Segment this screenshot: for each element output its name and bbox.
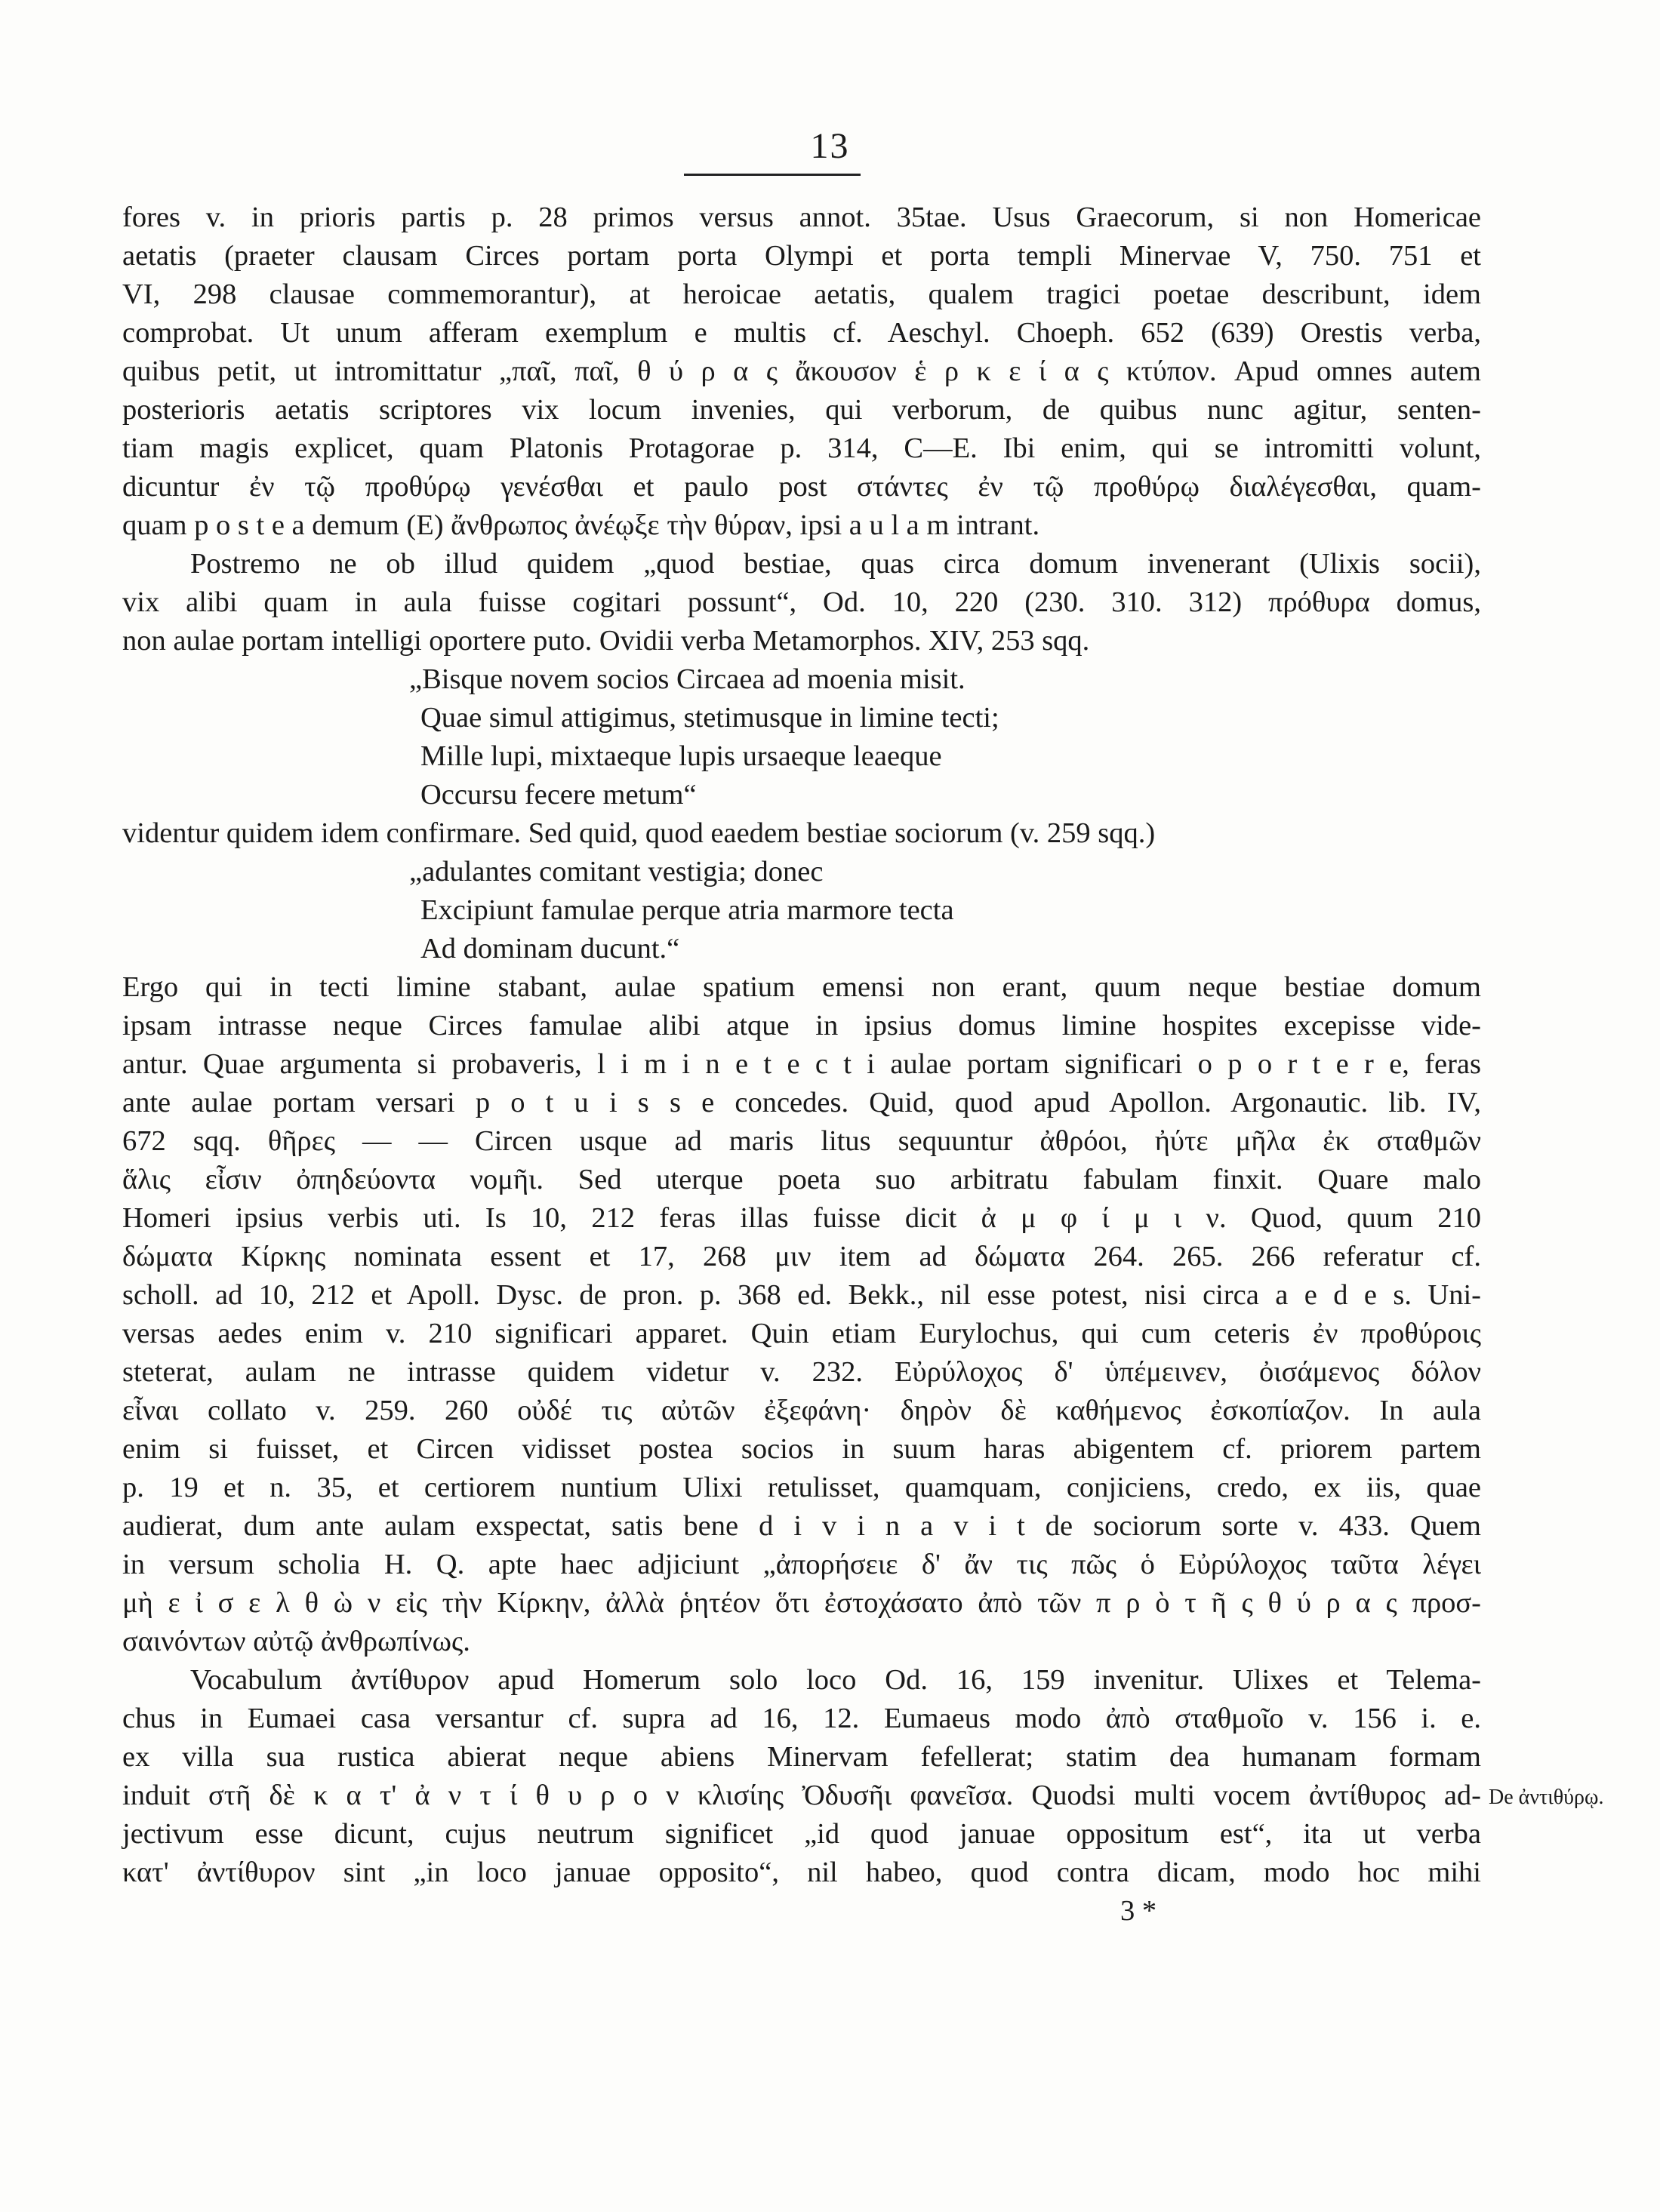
text-line: quam p o s t e a demum (E) ἄνθρωπος ἀνέῳξε τὴν θύραν, ipsi a u l a m intrant. <box>122 509 1040 541</box>
text-line: ipsam intrasse neque Circes famulae alibi atque in ipsius domus limine hospites excepisse vide- <box>122 1010 1481 1041</box>
text-line: σαινόντων αὐτῷ ἀνθρωπίνως. <box>122 1626 470 1657</box>
text-line: ex villa sua rustica abierat neque abiens Minervam fefellerat; statim dea humanam formam <box>122 1741 1481 1773</box>
text-line: Ergo qui in tecti limine stabant, aulae spatium emensi non erant, quum neque bestiae domum <box>122 971 1481 1003</box>
text-line: Homeri ipsius verbis uti. Is 10, 212 feras illas fuisse dicit ἀ μ φ ί μ ι ν. Quod, quum 210 <box>122 1202 1481 1234</box>
text-line: fores v. in prioris partis p. 28 primos versus annot. 35tae. Usus Graecorum, si non Homericae <box>122 202 1481 233</box>
text-line: induit στῆ δὲ κ α τ' ἀ ν τ ί θ υ ρ ο ν κλισίης Ὀδυσῆι φανεῖσα. Quodsi multi vocem ἀντίθυρος ad- <box>122 1780 1481 1811</box>
verse-line: Ad dominam ducunt.“ <box>420 933 680 964</box>
margin-note: De ἀντιθύρῳ. <box>1489 1786 1604 1809</box>
text-line: δώματα Κίρκης nominata essent et 17, 268 μιν item ad δώματα 264. 265. 266 referatur cf. <box>122 1241 1481 1272</box>
verse-line: Mille lupi, mixtaeque lupis ursaeque leaeque <box>420 740 942 772</box>
text-line: κατ' ἀντίθυρον sint „in loco januae opposito“, nil habeo, quod contra dicam, modo hoc mihi <box>122 1857 1481 1888</box>
verse-line: „adulantes comitant vestigia; donec <box>409 856 824 888</box>
text-line: jectivum esse dicunt, cujus neutrum significet „id quod januae oppositum est“, ita ut verba <box>122 1818 1481 1850</box>
text-line: aetatis (praeter clausam Circes portam porta Olympi et porta templi Minervae V, 750. 751 et <box>122 240 1481 272</box>
text-line: dicuntur ἐν τῷ προθύρῳ γενέσθαι et paulo post στάντες ἐν τῷ προθύρῳ διαλέγεσθαι, quam- <box>122 471 1481 503</box>
text-line: scholl. ad 10, 212 et Apoll. Dysc. de pron. p. 368 ed. Bekk., nil esse potest, nisi circa a e d e s. Uni- <box>122 1279 1481 1311</box>
text-line: ante aulae portam versari p o t u i s s e concedes. Quid, quod apud Apollon. Argonautic. lib. IV, <box>122 1087 1481 1118</box>
text-line: non aulae portam intelligi oportere puto. Ovidii verba Metamorphos. XIV, 253 sqq. <box>122 625 1090 657</box>
signature-mark: 3 * <box>1120 1895 1157 1927</box>
text-line: p. 19 et n. 35, et certiorem nuntium Ulixi retulisset, quamquam, conjiciens, credo, ex iis, quae <box>122 1472 1481 1503</box>
text-line: comprobat. Ut unum afferam exemplum e multis cf. Aeschyl. Choeph. 652 (639) Orestis verba, <box>122 317 1481 349</box>
verse-line: Occursu fecere metum“ <box>420 779 697 811</box>
text-line: μὴ ε ἰ σ ε λ θ ὼ ν εἰς τὴν Κίρκην, ἀλλὰ ῥητέον ὅτι ἐστοχάσατο ἀπὸ τῶν π ρ ὸ τ ῆ ς θ ύ ρ α ς προσ- <box>122 1587 1481 1619</box>
paragraph-start-line: Vocabulum ἀντίθυρον apud Homerum solo loco Od. 16, 159 invenitur. Ulixes et Telema- <box>190 1664 1481 1696</box>
text-line: VI, 298 clausae commemorantur), at heroicae aetatis, qualem tragici poetae describunt, idem <box>122 278 1481 310</box>
text-line: vix alibi quam in aula fuisse cogitari possunt“, Od. 10, 220 (230. 310. 312) πρόθυρα domus, <box>122 586 1481 618</box>
paragraph-start-line: Postremo ne ob illud quidem „quod bestiae, quas circa domum invenerant (Ulixis socii), <box>190 548 1481 580</box>
text-line: versas aedes enim v. 210 significari apparet. Quin etiam Eurylochus, qui cum ceteris ἐν προθύροις <box>122 1318 1481 1349</box>
page-number: 13 <box>810 126 850 166</box>
text-line: posterioris aetatis scriptores vix locum invenies, qui verborum, de quibus nunc agitur, senten- <box>122 394 1481 426</box>
text-line: in versum scholia H. Q. apte haec adjiciunt „ἀπορήσειε δ' ἄν τις πῶς ὁ Εὐρύλοχος ταῦτα λέγει <box>122 1549 1481 1580</box>
text-line: 672 sqq. θῆρες — — Circen usque ad maris litus sequuntur ἀθρόοι, ἠύτε μῆλα ἐκ σταθμῶν <box>122 1125 1481 1157</box>
text-line: chus in Eumaei casa versantur cf. supra ad 16, 12. Eumaeus modo ἀπὸ σταθμοῖο v. 156 i. e. <box>122 1703 1481 1734</box>
text-line: steterat, aulam ne intrasse quidem videtur v. 232. Εὐρύλοχος δ' ὑπέμεινεν, ὀισάμενος δόλον <box>122 1356 1481 1388</box>
text-line: tiam magis explicet, quam Platonis Protagorae p. 314, C—E. Ibi enim, qui se intromitti volunt, <box>122 432 1481 464</box>
verse-line: Quae simul attigimus, stetimusque in limine tecti; <box>420 702 999 734</box>
text-line: quibus petit, ut intromittatur „παῖ, παῖ, θ ύ ρ α ς ἄκουσον ἑ ρ κ ε ί α ς κτύπον. Apud omnes autem <box>122 355 1481 387</box>
text-line: videntur quidem idem confirmare. Sed quid, quod eaedem bestiae sociorum (v. 259 sqq.) <box>122 817 1156 849</box>
verse-line: Excipiunt famulae perque atria marmore tecta <box>420 894 954 926</box>
text-line: audierat, dum ante aulam exspectat, satis bene d i v i n a v i t de sociorum sorte v. 433. Quem <box>122 1510 1481 1542</box>
verse-line: „Bisque novem socios Circaea ad moenia misit. <box>409 663 966 695</box>
text-line: εἶναι collato v. 259. 260 οὐδέ τις αὐτῶν ἐξεφάνη· δηρὸν δὲ καθήμενος ἐσκοπίαζον. In aula <box>122 1395 1481 1426</box>
header-rule <box>684 174 861 176</box>
text-line: ἅλις εἶσιν ὀπηδεύοντα νομῆι. Sed uterque poeta suo arbitratu fabulam finxit. Quare malo <box>122 1164 1481 1195</box>
body-text <box>122 198 1481 1931</box>
text-line: enim si fuisset, et Circen vidisset postea socios in suum haras abigentem cf. priorem partem <box>122 1433 1481 1465</box>
text-line: antur. Quae argumenta si probaveris, l i m i n e t e c t i aulae portam significari o p o r t e r e, feras <box>122 1048 1481 1080</box>
